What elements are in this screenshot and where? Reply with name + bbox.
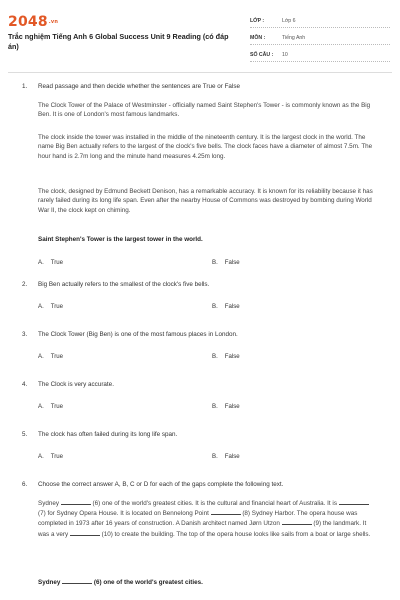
logo-sub: .vn — [48, 19, 59, 25]
option-letter: B. — [212, 403, 218, 410]
passage-text: Sydney — [38, 500, 61, 507]
passage-text: (10) to create the building. The top of the opera house looks like sails from a boat or large shells. — [99, 530, 371, 538]
question-number: 6. — [22, 481, 28, 488]
blank-9[interactable] — [282, 519, 312, 525]
blank-6[interactable] — [61, 499, 91, 505]
question-text: The Clock Tower (Big Ben) is one of the most famous places in London. — [38, 331, 238, 338]
option-letter: B. — [212, 453, 218, 460]
passage-paragraph-1: The Clock Tower of the Palace of Westminster - officially named Saint Stephen's Tower - is commonly known as the Big Ben. It is one of London's most famous landmarks. — [38, 102, 371, 119]
option-letter: A. — [38, 403, 44, 410]
option-letter: A. — [38, 453, 44, 460]
question-number: 5. — [22, 431, 28, 438]
option-b[interactable] — [212, 302, 240, 311]
meta-label: SỐ CÂU : — [250, 51, 274, 58]
header-divider — [8, 72, 392, 73]
option-text: False — [224, 403, 240, 410]
meta-value: Tiếng Anh — [282, 34, 306, 41]
option-letter: A. — [38, 259, 44, 266]
option-a[interactable] — [38, 258, 63, 267]
meta-question-count — [250, 48, 390, 62]
meta-grade — [250, 14, 390, 28]
option-b[interactable] — [212, 258, 240, 267]
logo-main: 2048 — [8, 14, 48, 30]
option-b[interactable] — [212, 352, 240, 361]
option-b[interactable] — [212, 402, 240, 411]
question-instruction: Choose the correct answer A, B, C or D for each of the gaps complete the following text. — [38, 481, 284, 488]
question-statement — [38, 578, 378, 587]
site-logo[interactable] — [8, 14, 58, 30]
option-a[interactable] — [38, 352, 63, 361]
question-number: 3. — [22, 331, 28, 338]
option-b[interactable] — [212, 452, 240, 461]
option-letter: B. — [212, 259, 218, 266]
passage-paragraph-3: The clock, designed by Edmund Beckett Denison, has a remarkable accuracy. It is known for its reliability because it has rarely failed during its long life span. Even after the nearby House of Commons was destroyed by bombing during World War II, the clock kept on chiming. — [38, 188, 373, 214]
option-text: True — [50, 453, 64, 460]
option-a[interactable] — [38, 452, 63, 461]
option-text: False — [224, 259, 240, 266]
question-text: The clock has often failed during its long life span. — [38, 431, 178, 438]
statement-text: Sydney — [38, 579, 63, 586]
question-statement: Saint Stephen's Tower is the largest tower in the world. — [38, 236, 203, 243]
question-number: 2. — [22, 281, 28, 288]
passage-text: (7) for Sydney Opera House. It is located on Bennelong Point — [38, 510, 211, 518]
cloze-passage — [38, 499, 378, 540]
option-text: True — [50, 403, 64, 410]
question-text: The Clock is very accurate. — [38, 381, 114, 388]
meta-value: Lớp 6 — [282, 17, 296, 24]
document-header — [0, 0, 400, 68]
option-text: False — [224, 303, 240, 310]
option-text: False — [224, 353, 240, 360]
option-a[interactable] — [38, 402, 63, 411]
option-letter: A. — [38, 353, 44, 360]
option-letter: B. — [212, 303, 218, 310]
option-text: True — [50, 259, 64, 266]
question-text: Big Ben actually refers to the smallest of the clock's five bells. — [38, 281, 210, 288]
document-title: Trắc nghiệm Tiếng Anh 6 Global Success Unit 9 Reading (có đáp án) — [8, 32, 229, 51]
option-letter: A. — [38, 303, 44, 310]
meta-value: 10 — [282, 51, 288, 58]
blank-10[interactable] — [70, 530, 100, 536]
passage-text: (9) the landmark. It was a very — [38, 520, 367, 538]
option-letter: B. — [212, 353, 218, 360]
blank-6-statement[interactable] — [62, 578, 92, 584]
blank-8[interactable] — [211, 509, 241, 515]
option-a[interactable] — [38, 302, 63, 311]
passage-text: (6) one of the world's greatest cities. It is the cultural and financial heart of Australia. It is — [90, 500, 339, 507]
option-text: True — [50, 353, 64, 360]
passage-text: (8) Sydney Harbor. The opera house was completed in 1973 after 16 years of construction. A Danish architect named Jørn Utzon — [38, 510, 358, 528]
statement-text: (6) one of the world's greatest cities. — [92, 579, 203, 586]
meta-label: MÔN : — [250, 34, 266, 41]
meta-label: LỚP : — [250, 17, 265, 24]
option-text: True — [50, 303, 64, 310]
passage-paragraph-2: The clock inside the tower was installed in the middle of the nineteenth century. It is the largest clock in the world. The name Big Ben actually refers to the largest of the clock's five bells. The clock faces have a diameter of almost 7.5m. The hour hand is 2.7m long and the minute hand measures 4.25m long. — [38, 134, 373, 160]
question-instruction: Read passage and then decide whether the sentences are True or False — [38, 83, 240, 90]
question-number: 4. — [22, 381, 28, 388]
question-number: 1. — [22, 83, 28, 90]
document-meta — [250, 14, 390, 65]
meta-subject — [250, 31, 390, 45]
blank-7[interactable] — [339, 499, 369, 505]
option-text: False — [224, 453, 240, 460]
